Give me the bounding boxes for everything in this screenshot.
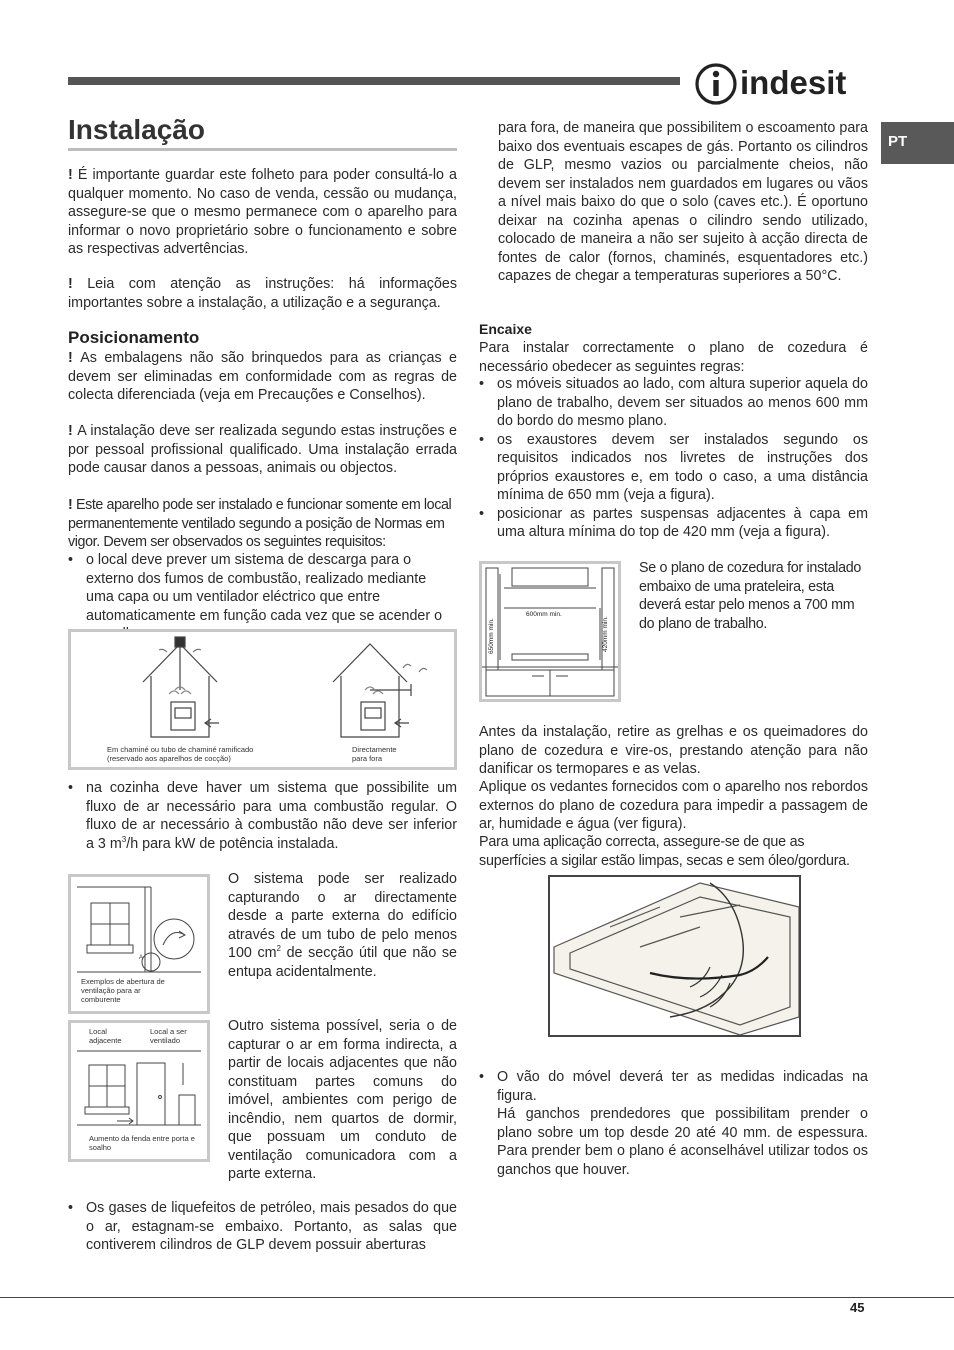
list-item: • os móveis situados ao lado, com altura superior aquela do plano de trabalho, devem ser situados ao menos 600 mm do bordo do mesmo plano. <box>479 375 868 431</box>
list-item: • posicionar as partes suspensas adjacentes à capa em uma altura mínima do top de 420 mm (veja a figura). <box>479 505 868 542</box>
figure-adjacent-room <box>68 1020 210 1162</box>
dimension-650: 650mm min. <box>488 618 495 654</box>
ventilation-paragraph-2: Outro sistema possível, seria o de capturar o ar em forma indirecta, a partir de locais adjacentes que não constituam partes comuns do imóvel, ambientes com perigo de incêndio, nem quartos de dormir, que possuam um conduto de ventilação comunicadora com a parte externa. <box>228 1018 457 1182</box>
list-item: • o local deve prever um sistema de descarga para o externo dos fumos de combustão, realizado mediante uma capa ou um ventilador eléctrico que entre automaticamente em função cada vez que se acender o <box>68 551 457 644</box>
before-install-paragraph-3: Para uma aplicação correcta, assegure-se de que as superfícies a sigilar estão limpas, secas e sem óleo/gordura. <box>479 834 850 869</box>
seal-application-illustration <box>550 877 799 1035</box>
list-item: • Os gases de liquefeitos de petróleo, mais pesados do que o ar, estagnam-se embaixo. Portanto, as salas que contiverem cilindros de GLP devem possuir aberturas <box>68 1199 457 1255</box>
intro-paragraph-1: ! É importante guardar este folheto para poder consultá-lo a qualquer momento. No caso de venda, cessão ou mudança, assegure-se que o mesmo permanece com o aparelho para informar o novo proprietário sobre o funcionamento e sobre as respectivas advertências. <box>68 167 458 257</box>
figure-caption-ventilated: Local a ser ventilado <box>150 1027 187 1045</box>
warning-mark: ! <box>68 350 81 366</box>
requirements-list-2 <box>68 779 457 853</box>
language-tab: PT <box>881 122 954 164</box>
positioning-paragraph-1: ! As embalagens não são brinquedos para as crianças e devem ser eliminadas em conformidade com as regras de colecta diferenciada (veja em Precauções e Conselhos). <box>68 350 457 403</box>
list-item: • os exaustores devem ser instalados segundo os requisitos indicados nos livretes de instruções dos próprios exaustores e, em todo o caso, a uma distância mínima de 650 mm (veja a figura). <box>479 431 868 505</box>
gas-cylinder-paragraph: para fora, de maneira que possibilitem o escoamento para baixo dos eventuais escapes de gás. Portanto os cilindros de GLP, mesmo vazios ou parcialmente cheios, não devem ser instalados nem guardados em lugares ou vãos a nível mais baixo do que o solo (caves etc.). É oportuno deixar na cozinha apenas o cilindro sendo utilizado, colocado de maneira a não ser sujeito à acção directa de fontes de calor (fornos, chaminés, esquentadores etc.) capazes de chegar a temperaturas superiores a 50°C. <box>498 120 868 284</box>
brand-name: indesit <box>740 64 847 101</box>
dimension-600: 600mm min. <box>526 611 562 618</box>
figure-caption-door-gap: Aumento da fenda entre porta e soalho <box>89 1134 195 1152</box>
warning-mark: ! <box>68 167 78 183</box>
clearances-illustration <box>482 564 618 699</box>
figure-clearances <box>479 561 621 702</box>
list-item: • O vão do móvel deverá ter as medidas indicadas na figura. Há ganchos prendedores que possibilitam prender o plano sobre um top desde 20 até 40 mm. de espessura. Para prender bem o plano é aconselhável utilizar todos os ganchos que houver. <box>479 1068 868 1179</box>
indesit-logo <box>694 62 870 106</box>
cabinet-list <box>479 1068 868 1179</box>
warning-mark: ! <box>68 276 88 292</box>
brand-emblem-icon <box>694 62 738 106</box>
warning-mark: ! <box>68 423 78 439</box>
footer-rule <box>0 1297 954 1298</box>
page-title: Instalação <box>68 114 205 145</box>
encaixe-rules-list <box>479 375 868 542</box>
figure-caption-ventilation: Exemplos de abertura de ventilação para ar comburente <box>81 977 165 1004</box>
positioning-paragraph-3: ! Este aparelho pode ser instalado e funcionar somente em local permanentemente ventilado segundo a posição de Normas em vigor. Devem ser observados os seguintes requisitos: <box>68 497 452 550</box>
page-number: 45 <box>850 1300 865 1315</box>
positioning-paragraph-2: ! A instalação deve ser realizada segundo estas instruções e por pessoal profissional qualificado. Uma instalação errada pode causar danos a pessoas, animais ou objectos. <box>68 423 458 476</box>
before-install-paragraph-1: Antes da instalação, retire as grelhas e os queimadores do plano de cozedura e vire-os, prestando atenção para não danificar os termopares e as velas. <box>479 724 868 777</box>
intro-paragraph-2: ! Leia com atenção as instruções: há informações importantes sobre a instalação, a utilização e a segurança. <box>68 276 457 311</box>
section-heading-encaixe: Encaixe <box>479 321 532 337</box>
figure-label-a: A <box>139 955 144 961</box>
figure-flue-discharge <box>68 629 457 770</box>
dimension-420: 420mm min. <box>602 616 609 652</box>
title-underline <box>68 148 457 151</box>
figure-caption-chimney: Em chaminé ou tubo de chaminé ramificado (reservado aos aparelhos de cocção) <box>107 745 254 763</box>
warning-mark: ! <box>68 497 76 513</box>
list-item: • na cozinha deve haver um sistema que possibilite um fluxo de ar necessário para uma combustão regular. O fluxo de ar necessário à combustão não deve ser inferior a 3 $m^3/h$ para kW de potência instalada. <box>68 779 457 853</box>
figure-ventilation-opening <box>68 874 210 1014</box>
requirements-list-3 <box>68 1199 457 1255</box>
encaixe-intro: Para instalar correctamente o plano de cozedura é necessário obedecer as seguintes regras: <box>479 340 868 375</box>
figure-caption-adjacent: Local adjacente <box>89 1027 122 1045</box>
before-install-paragraph-2: Aplique os vedantes fornecidos com o aparelho nos rebordos externos do plano de cozedura para impedir a passagem de ar, humidade e água (ver figura). <box>479 779 868 832</box>
header-bar <box>68 77 680 85</box>
section-heading-posicionamento: Posicionamento <box>68 328 200 347</box>
ventilation-paragraph-1: O sistema pode ser realizado capturando o ar directamente desde a parte externa do edifício através de um tubo de pelo menos 100 $cm^2$ de secção útil que não se entupa acidentalmente. <box>228 871 457 980</box>
figure-seal-application <box>548 875 801 1037</box>
shelf-paragraph: Se o plano de cozedura for instalado embaixo de uma prateleira, esta deverá estar pelo menos a 700 mm do plano de trabalho. <box>639 560 862 632</box>
figure-caption-direct: Directamente para fora <box>352 745 397 763</box>
